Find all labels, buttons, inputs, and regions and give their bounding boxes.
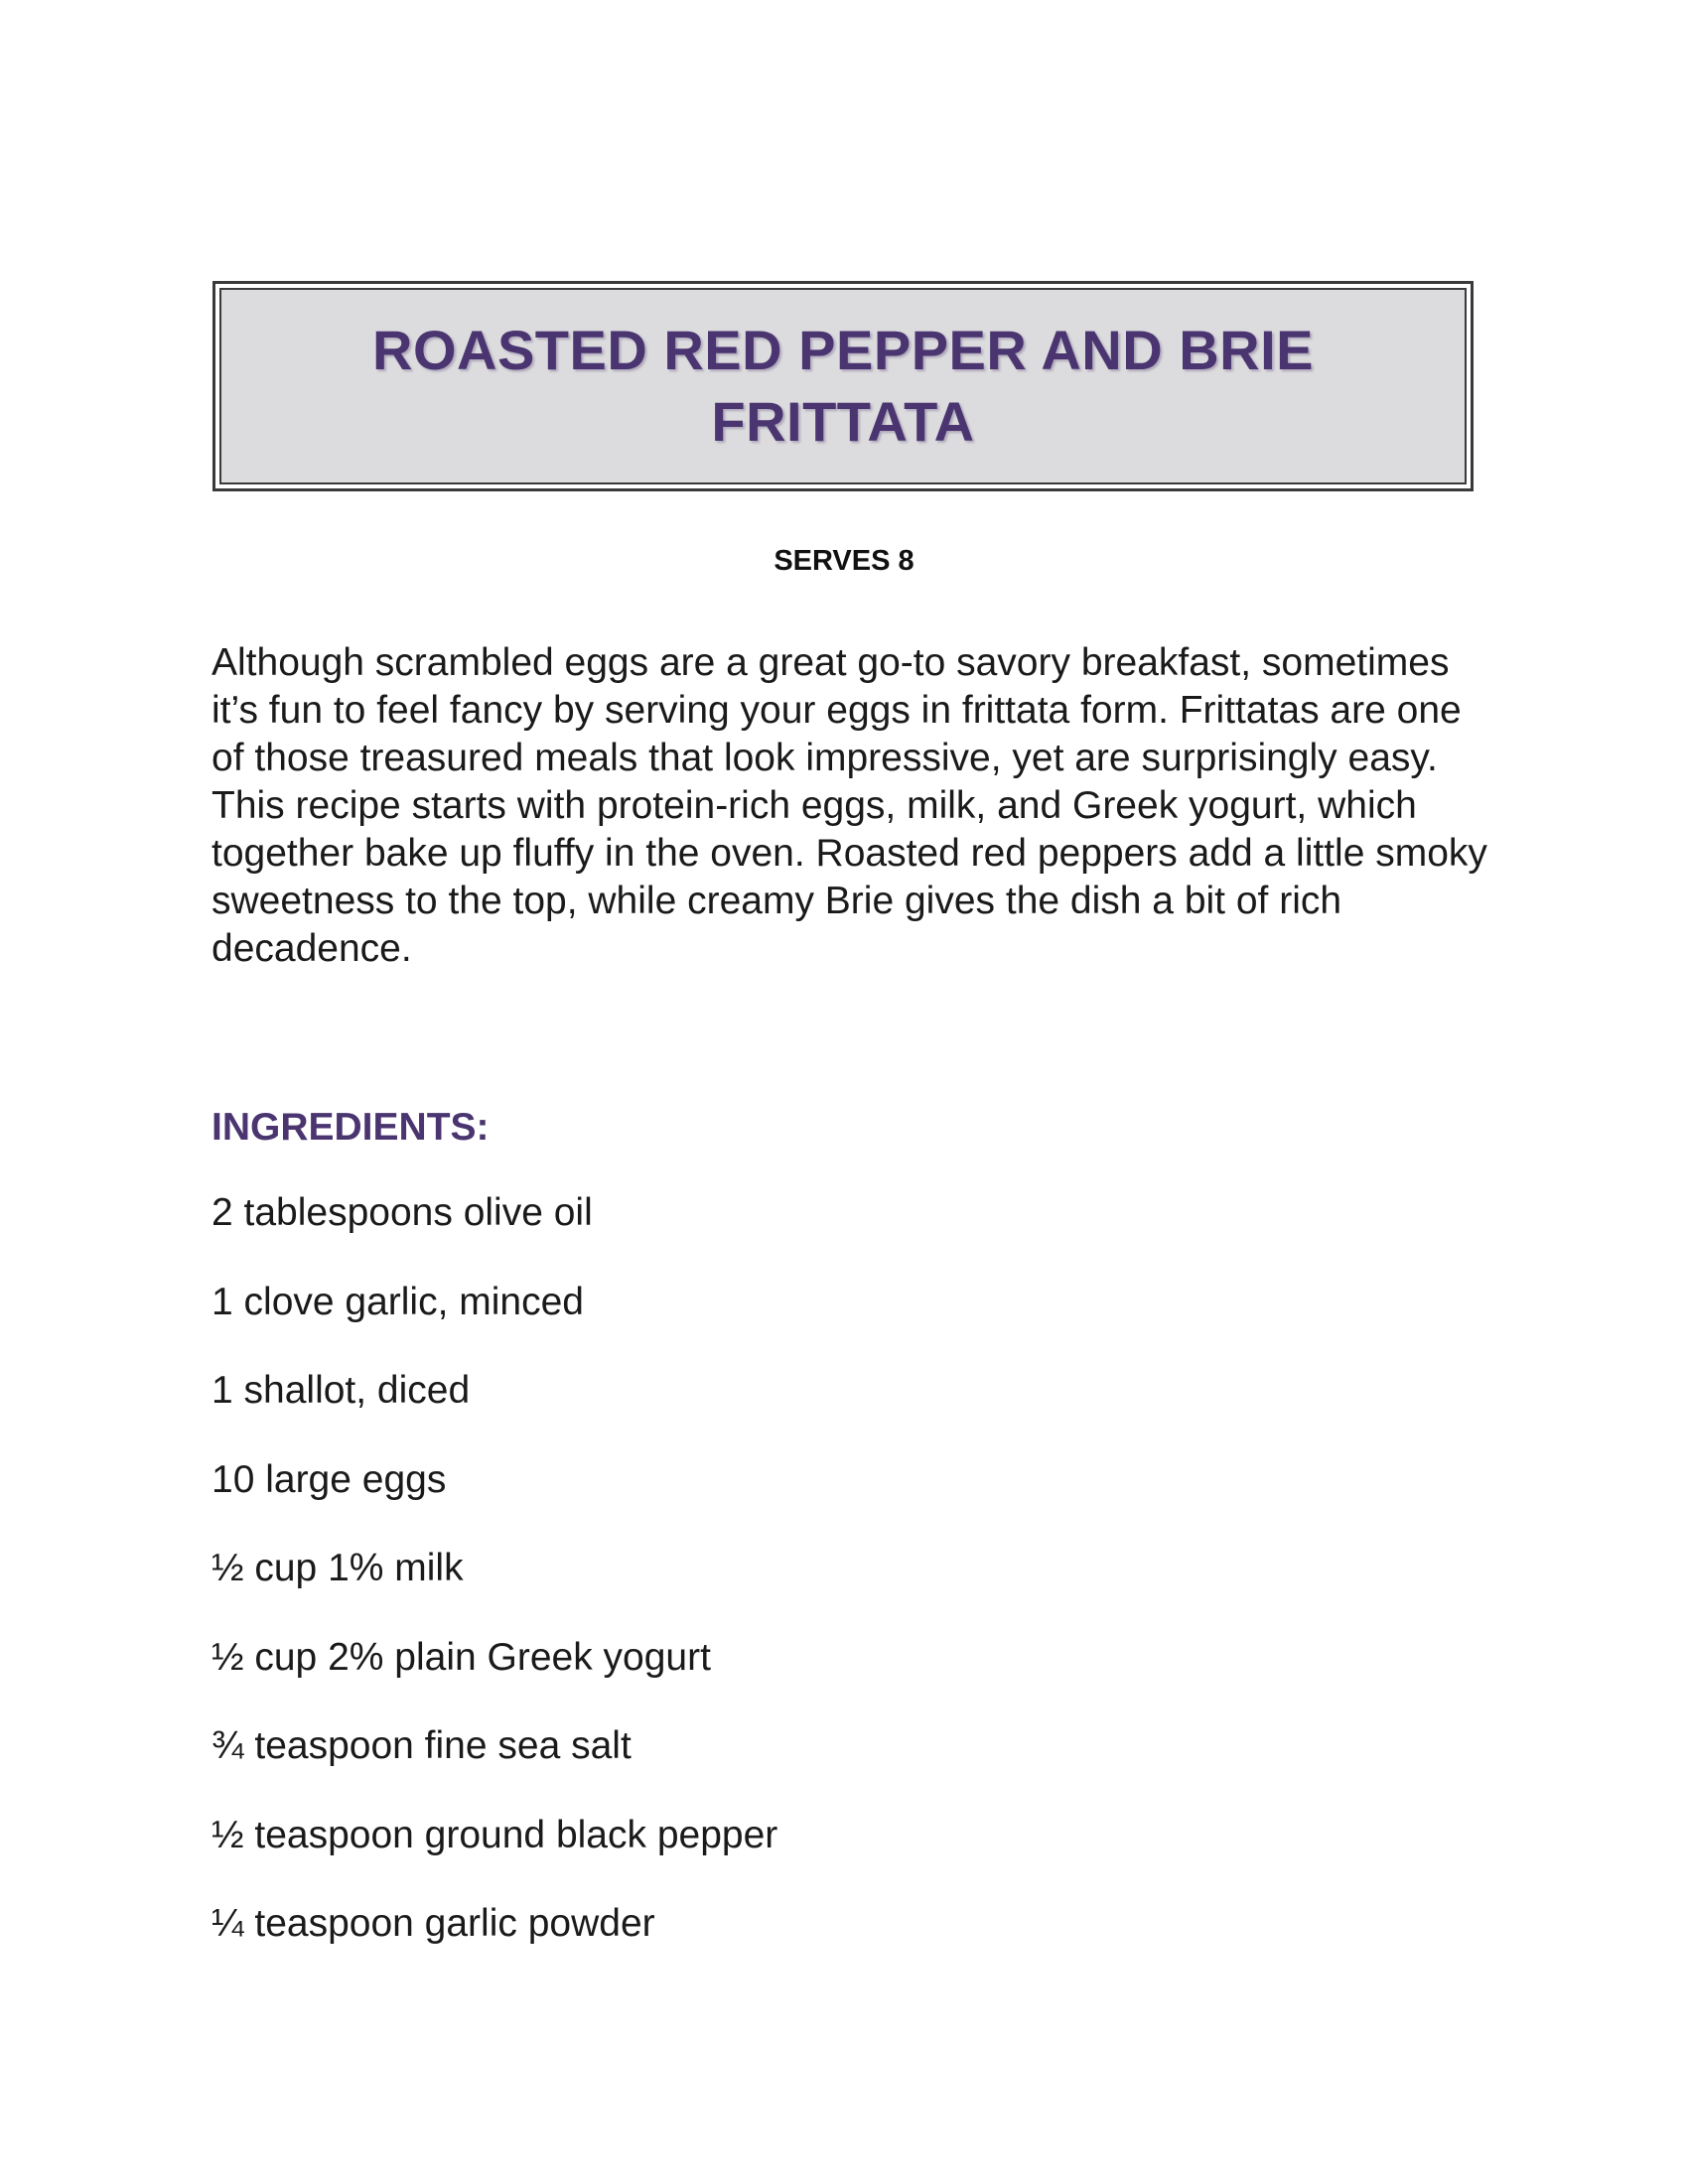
title-box-inner — [219, 288, 1467, 484]
ingredient-item: 1 clove garlic, minced — [211, 1280, 584, 1323]
ingredient-item: 1 shallot, diced — [211, 1369, 471, 1412]
recipe-title-line-1: ROASTED RED PEPPER AND BRIE — [372, 319, 1314, 381]
ingredients-list — [211, 1189, 777, 1989]
ingredient-item: ½ cup 1% milk — [211, 1547, 464, 1589]
ingredient-item: ¾ teaspoon fine sea salt — [211, 1724, 632, 1767]
recipe-intro: Although scrambled eggs are a great go-to savory breakfast, sometimes it’s fun to feel fancy by serving your eggs in frittata form. Frittatas are one of those treasured meals that look impressive, yet are surprisingly easy. This recipe starts with protein-rich eggs, milk, and Greek yogurt, which together bake up fluffy in the oven. Roasted red peppers add a little smoky sweetness to the top, while creamy Brie gives the dish a bit of rich decadence. — [211, 641, 1487, 970]
serves-label: SERVES 8 — [774, 545, 914, 577]
ingredients-heading: INGREDIENTS: — [211, 1106, 490, 1149]
ingredient-item: 2 tablespoons olive oil — [211, 1191, 593, 1234]
recipe-title — [372, 315, 1314, 458]
ingredient-item: ½ cup 2% plain Greek yogurt — [211, 1635, 711, 1679]
recipe-title-line-2: FRITTATA — [711, 390, 975, 453]
ingredient-item: ¼ teaspoon garlic powder — [211, 1902, 655, 1945]
ingredient-item: 10 large eggs — [211, 1457, 447, 1501]
ingredient-item: ½ teaspoon ground black pepper — [211, 1813, 778, 1856]
title-box — [212, 281, 1474, 491]
